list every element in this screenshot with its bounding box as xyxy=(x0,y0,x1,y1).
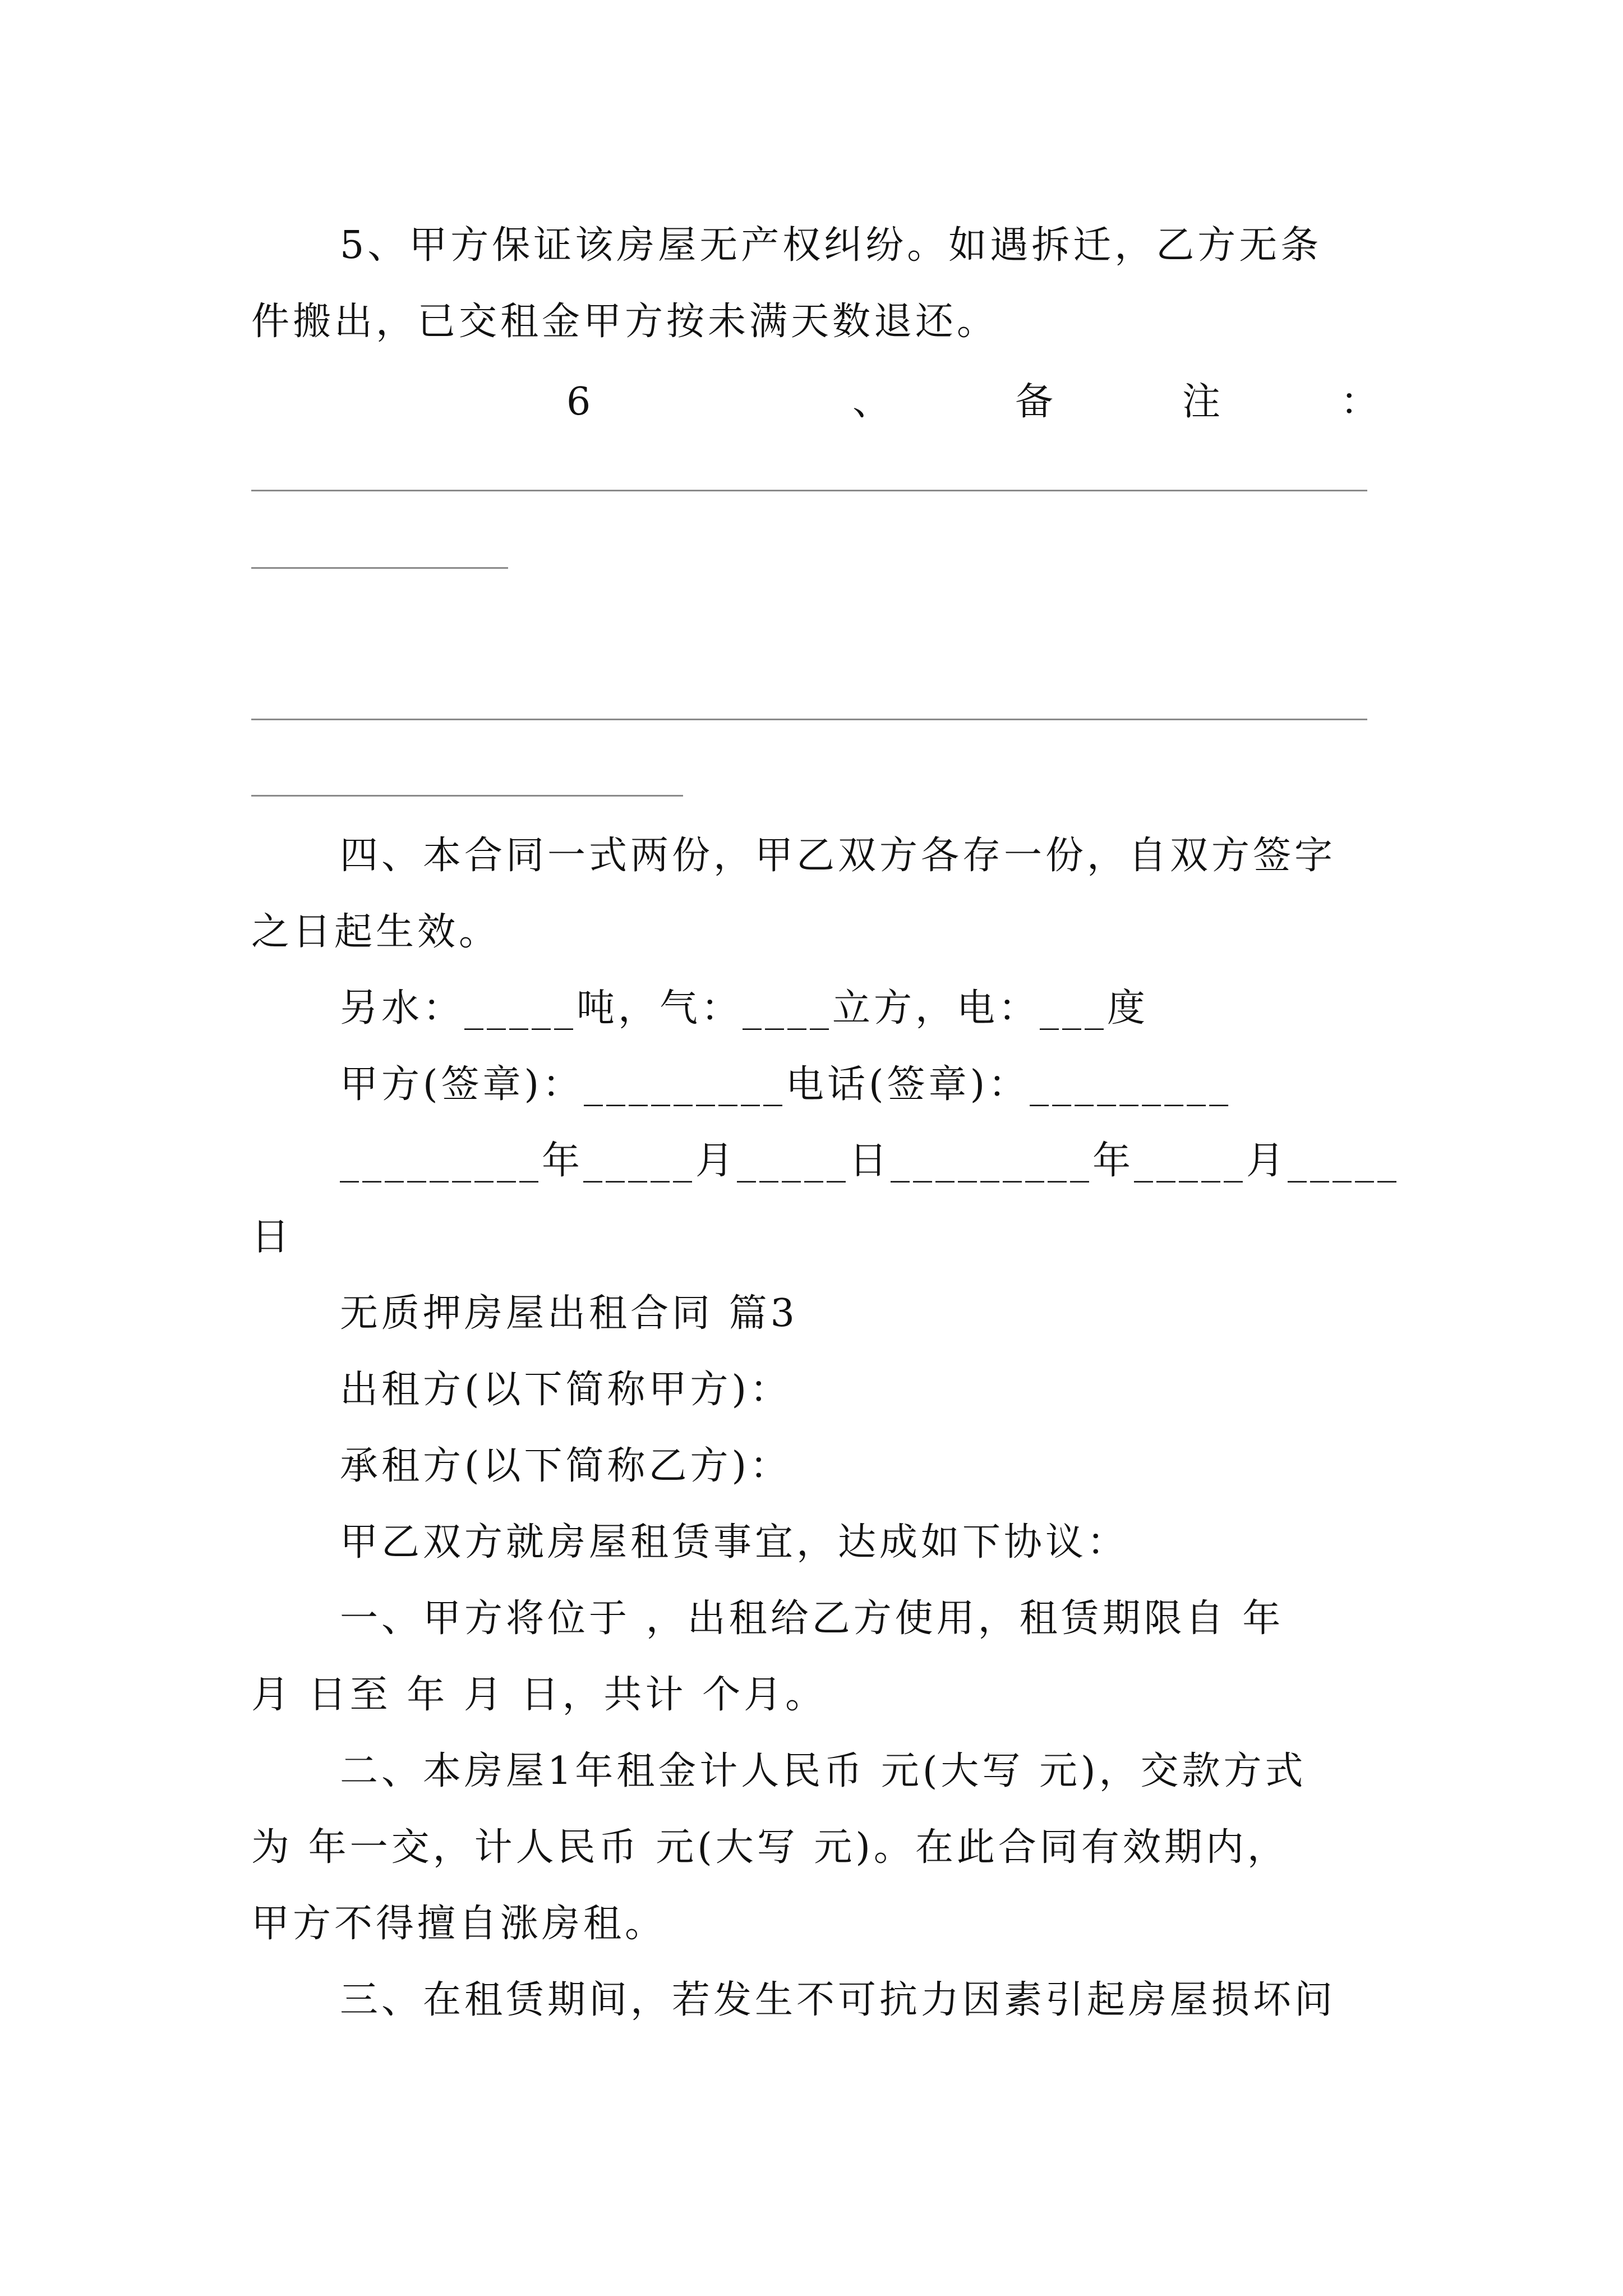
signature-line: 甲方(签章)：_________电话(签章)：_________ xyxy=(340,1062,1232,1107)
contract-3-article-2-line-3: 甲方不得擅自涨房租。 xyxy=(251,1902,667,1946)
date-line-1: _________年_____月_____日_________年_____月_____ xyxy=(340,1139,1400,1183)
contract-3-article-1-line-2: 月 日至 年 月 日，共计 个月。 xyxy=(251,1673,827,1717)
clause-5-line-1: 5、甲方保证该房屋无产权纠纷。如遇拆迁，乙方无条 xyxy=(340,223,1322,268)
remark-separator: 、 xyxy=(852,380,891,424)
article-4-line-2: 之日起生效。 xyxy=(251,910,501,954)
remark-char-1: 备 xyxy=(1015,380,1054,424)
remark-colon: ： xyxy=(1340,380,1379,424)
remark-blank-rule-2 xyxy=(251,567,508,569)
clause-5-line-2: 件搬出，已交租金甲方按未满天数退还。 xyxy=(251,300,999,344)
contract-3-title: 无质押房屋出租合同 篇3 xyxy=(340,1291,798,1336)
lessee-line: 承租方(以下简称乙方)： xyxy=(340,1444,792,1488)
contract-3-article-3-line-1: 三、在租赁期间，若发生不可抗力因素引起房屋损坏问 xyxy=(340,1978,1336,2022)
agreement-line: 甲乙双方就房屋租赁事宜，达成如下协议： xyxy=(340,1520,1129,1565)
contract-3-article-2-line-2: 为 年一交，计人民币 元(大写 元)。在此合同有效期内， xyxy=(251,1825,1289,1870)
contract-3-article-2-line-1: 二、本房屋1年租金计人民币 元(大写 元)，交款方式 xyxy=(340,1749,1307,1793)
lessor-line: 出租方(以下简称甲方)： xyxy=(340,1368,792,1412)
article-4-line-1: 四、本合同一式两份，甲乙双方各存一份，自双方签字 xyxy=(340,834,1336,878)
contract-3-article-1-line-1: 一、甲方将位于 ，出租给乙方使用，租赁期限自 年 xyxy=(340,1596,1284,1641)
remark-blank-rule-1 xyxy=(251,490,1367,491)
utilities-line: 另水：_____吨，气：____立方，电：___度 xyxy=(340,986,1149,1030)
remark-blank-rule-3 xyxy=(251,719,1367,720)
remark-number: 6 xyxy=(566,380,591,424)
remark-char-2: 注 xyxy=(1182,380,1221,424)
date-line-2: 日 xyxy=(251,1215,293,1259)
remark-blank-rule-4 xyxy=(251,795,683,797)
